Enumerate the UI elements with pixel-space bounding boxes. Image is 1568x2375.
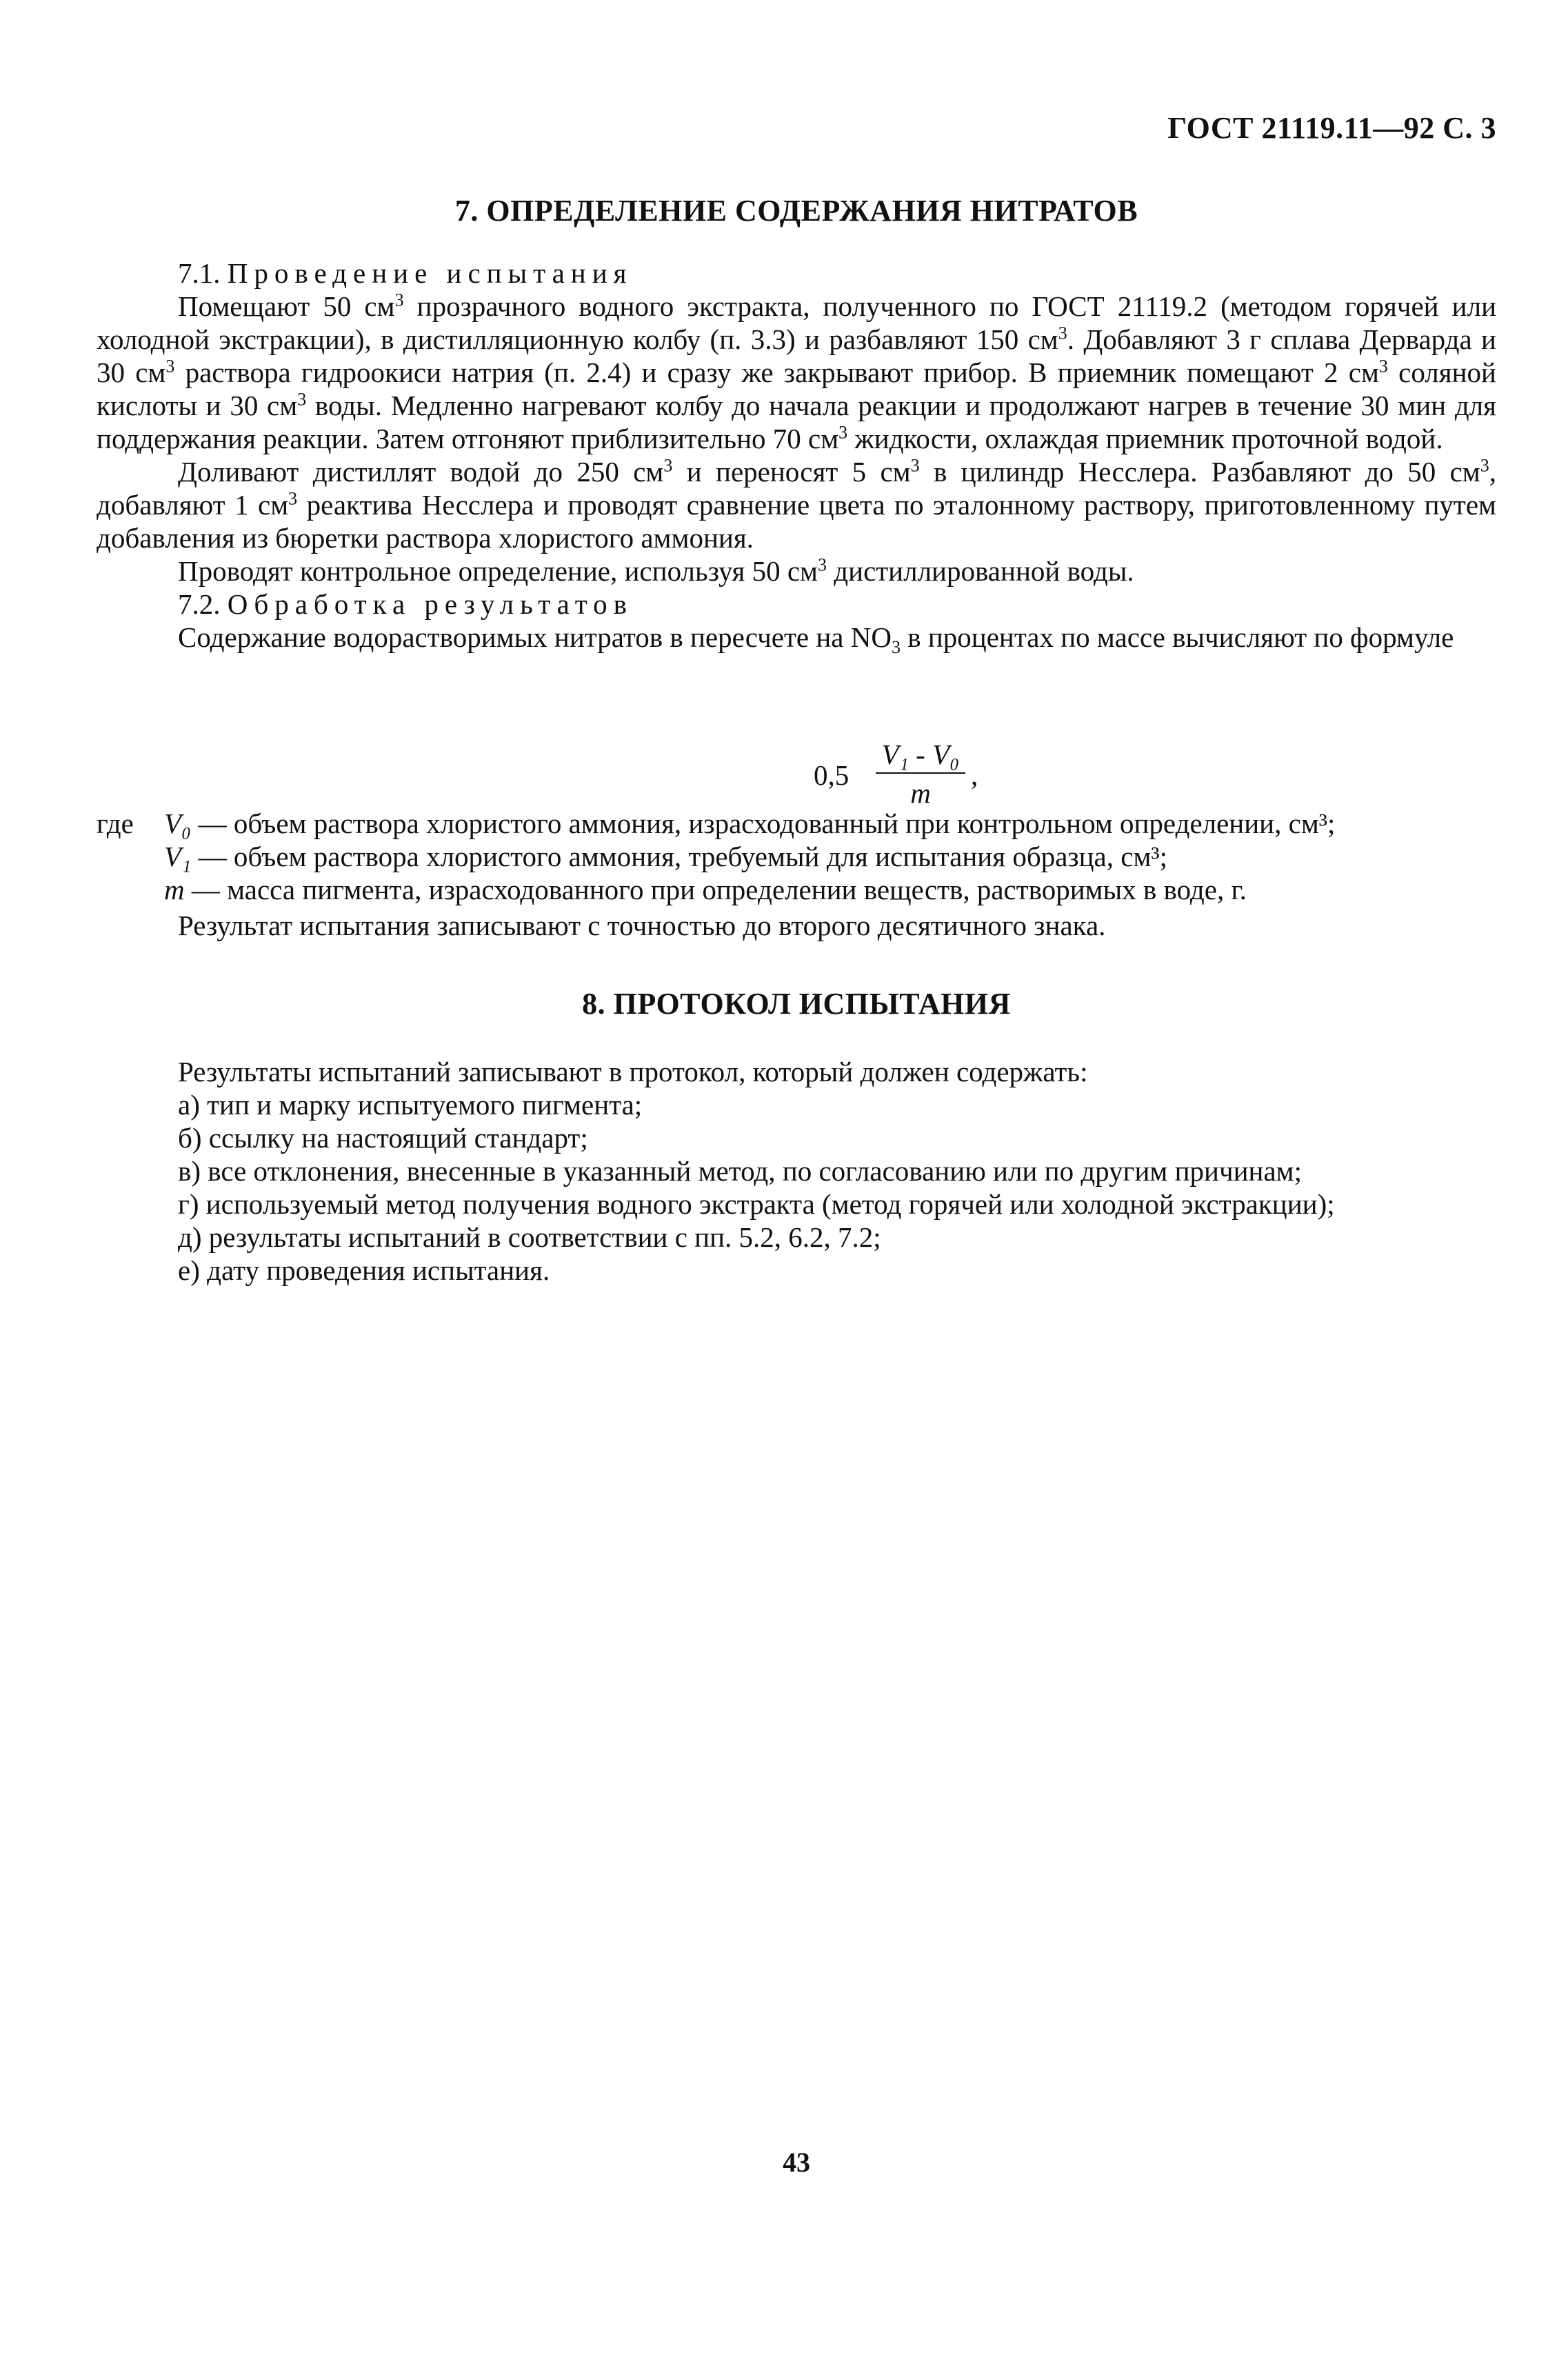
result-precision-note-block	[97, 909, 1496, 942]
paragraph-7-2-formula-intro: Содержание водорастворимых нитратов в пересчете на $NO_3$ в процентах по массе вычисляют по формуле	[178, 621, 1454, 658]
subsection-7-2-heading: 7.2. Обработка результатов	[178, 588, 634, 620]
page-number: 43	[783, 2147, 810, 2178]
protocol-item-b: б) ссылку на настоящий стандарт;	[178, 1122, 588, 1154]
result-precision-note: Результат испытания записывают с точностью до второго десятичного знака.	[178, 910, 1106, 941]
formula-numerator: V₁ - V₀	[876, 738, 965, 774]
formula-fraction	[876, 738, 965, 810]
protocol-item-d: д) результаты испытаний в соответствии с пп. 5.2, 6.2, 7.2;	[178, 1221, 881, 1253]
protocol-item-v: в) все отклонения, внесенные в указанный метод, по согласованию или по другим причинам;	[178, 1155, 1303, 1187]
paragraph-7-1-control: Проводят контрольное определение, используя 50 $см^3$ дистиллированной воды.	[178, 554, 1134, 587]
formula-denominator: m	[910, 777, 931, 809]
subsection-7-1-heading: 7.1. Проведение испытания	[178, 257, 633, 289]
protocol-item-g: г) используемый метод получения водного экстракта (метод горячей или холодной экстракции);	[178, 1188, 1335, 1220]
paragraph-7-1-nessler: Доливают дистиллят водой до 250 $см^3$ и переносят 5 $см^3$ в цилиндр Несслера. Разбавляют до 50 $см^3$, добавляют 1 $см^3$ реактива Несслера и проводят сравнение цвета по эталонному раствору, приготовленному путем добавления из бюретки раствора хлористого аммония.	[97, 455, 1496, 554]
running-head: ГОСТ 21119.11—92 С. 3	[1167, 111, 1496, 145]
definition-m: m — масса пигмента, израсходованного при определении веществ, растворимых в воде, г.	[164, 874, 1247, 905]
subsection-7-2-title: Обработка результатов	[227, 588, 634, 620]
paragraph-7-1-procedure: Помещают 50 $см^3$ прозрачного водного экстракта, полученного по ГОСТ 21119.2 (методом горячей или холодной экстракции), в дистилляционную колбу (п. 3.3) и разбавляют 150 $см^3$. Добавляют 3 г сплава Дерварда и 30 $см^3$ раствора гидроокиси натрия (п. 2.4) и сразу же закрывают прибор. В приемник помещают 2 $см^3$ соляной кислоты и 30 $см^3$ воды. Медленно нагревают колбу до начала реакции и продолжают нагрев в течение 30 мин для поддержания реакции. Затем отгоняют приблизительно 70 $см^3$ жидкости, охлаждая приемник проточной водой.	[97, 290, 1497, 454]
definition-v1: V₁ — объем раствора хлористого аммония, требуемый для испытания образца, см³;	[164, 841, 1168, 872]
protocol-intro: Результаты испытаний записывают в протокол, который должен содержать:	[178, 1056, 1088, 1088]
section-7-body	[97, 257, 1497, 658]
section-8-title: 8. ПРОТОКОЛ ИСПЫТАНИЯ	[582, 987, 1011, 1021]
section-8-body	[97, 1055, 1496, 1287]
protocol-item-a: а) тип и марку испытуемого пигмента;	[178, 1089, 643, 1121]
section-7-title: 7. ОПРЕДЕЛЕНИЕ СОДЕРЖАНИЯ НИТРАТОВ	[454, 194, 1138, 228]
document-page	[97, 0, 1496, 2375]
subsection-7-1-title: Проведение испытания	[227, 257, 633, 289]
formula-coefficient: 0,5	[814, 759, 850, 791]
formula-trailing-comma: ,	[971, 759, 978, 791]
formula-definitions	[97, 807, 1496, 906]
protocol-item-e: е) дату проведения испытания.	[178, 1254, 550, 1286]
definition-v0: где V₀ — объем раствора хлористого аммония, израсходованный при контрольном определении, см³;	[97, 808, 1336, 839]
